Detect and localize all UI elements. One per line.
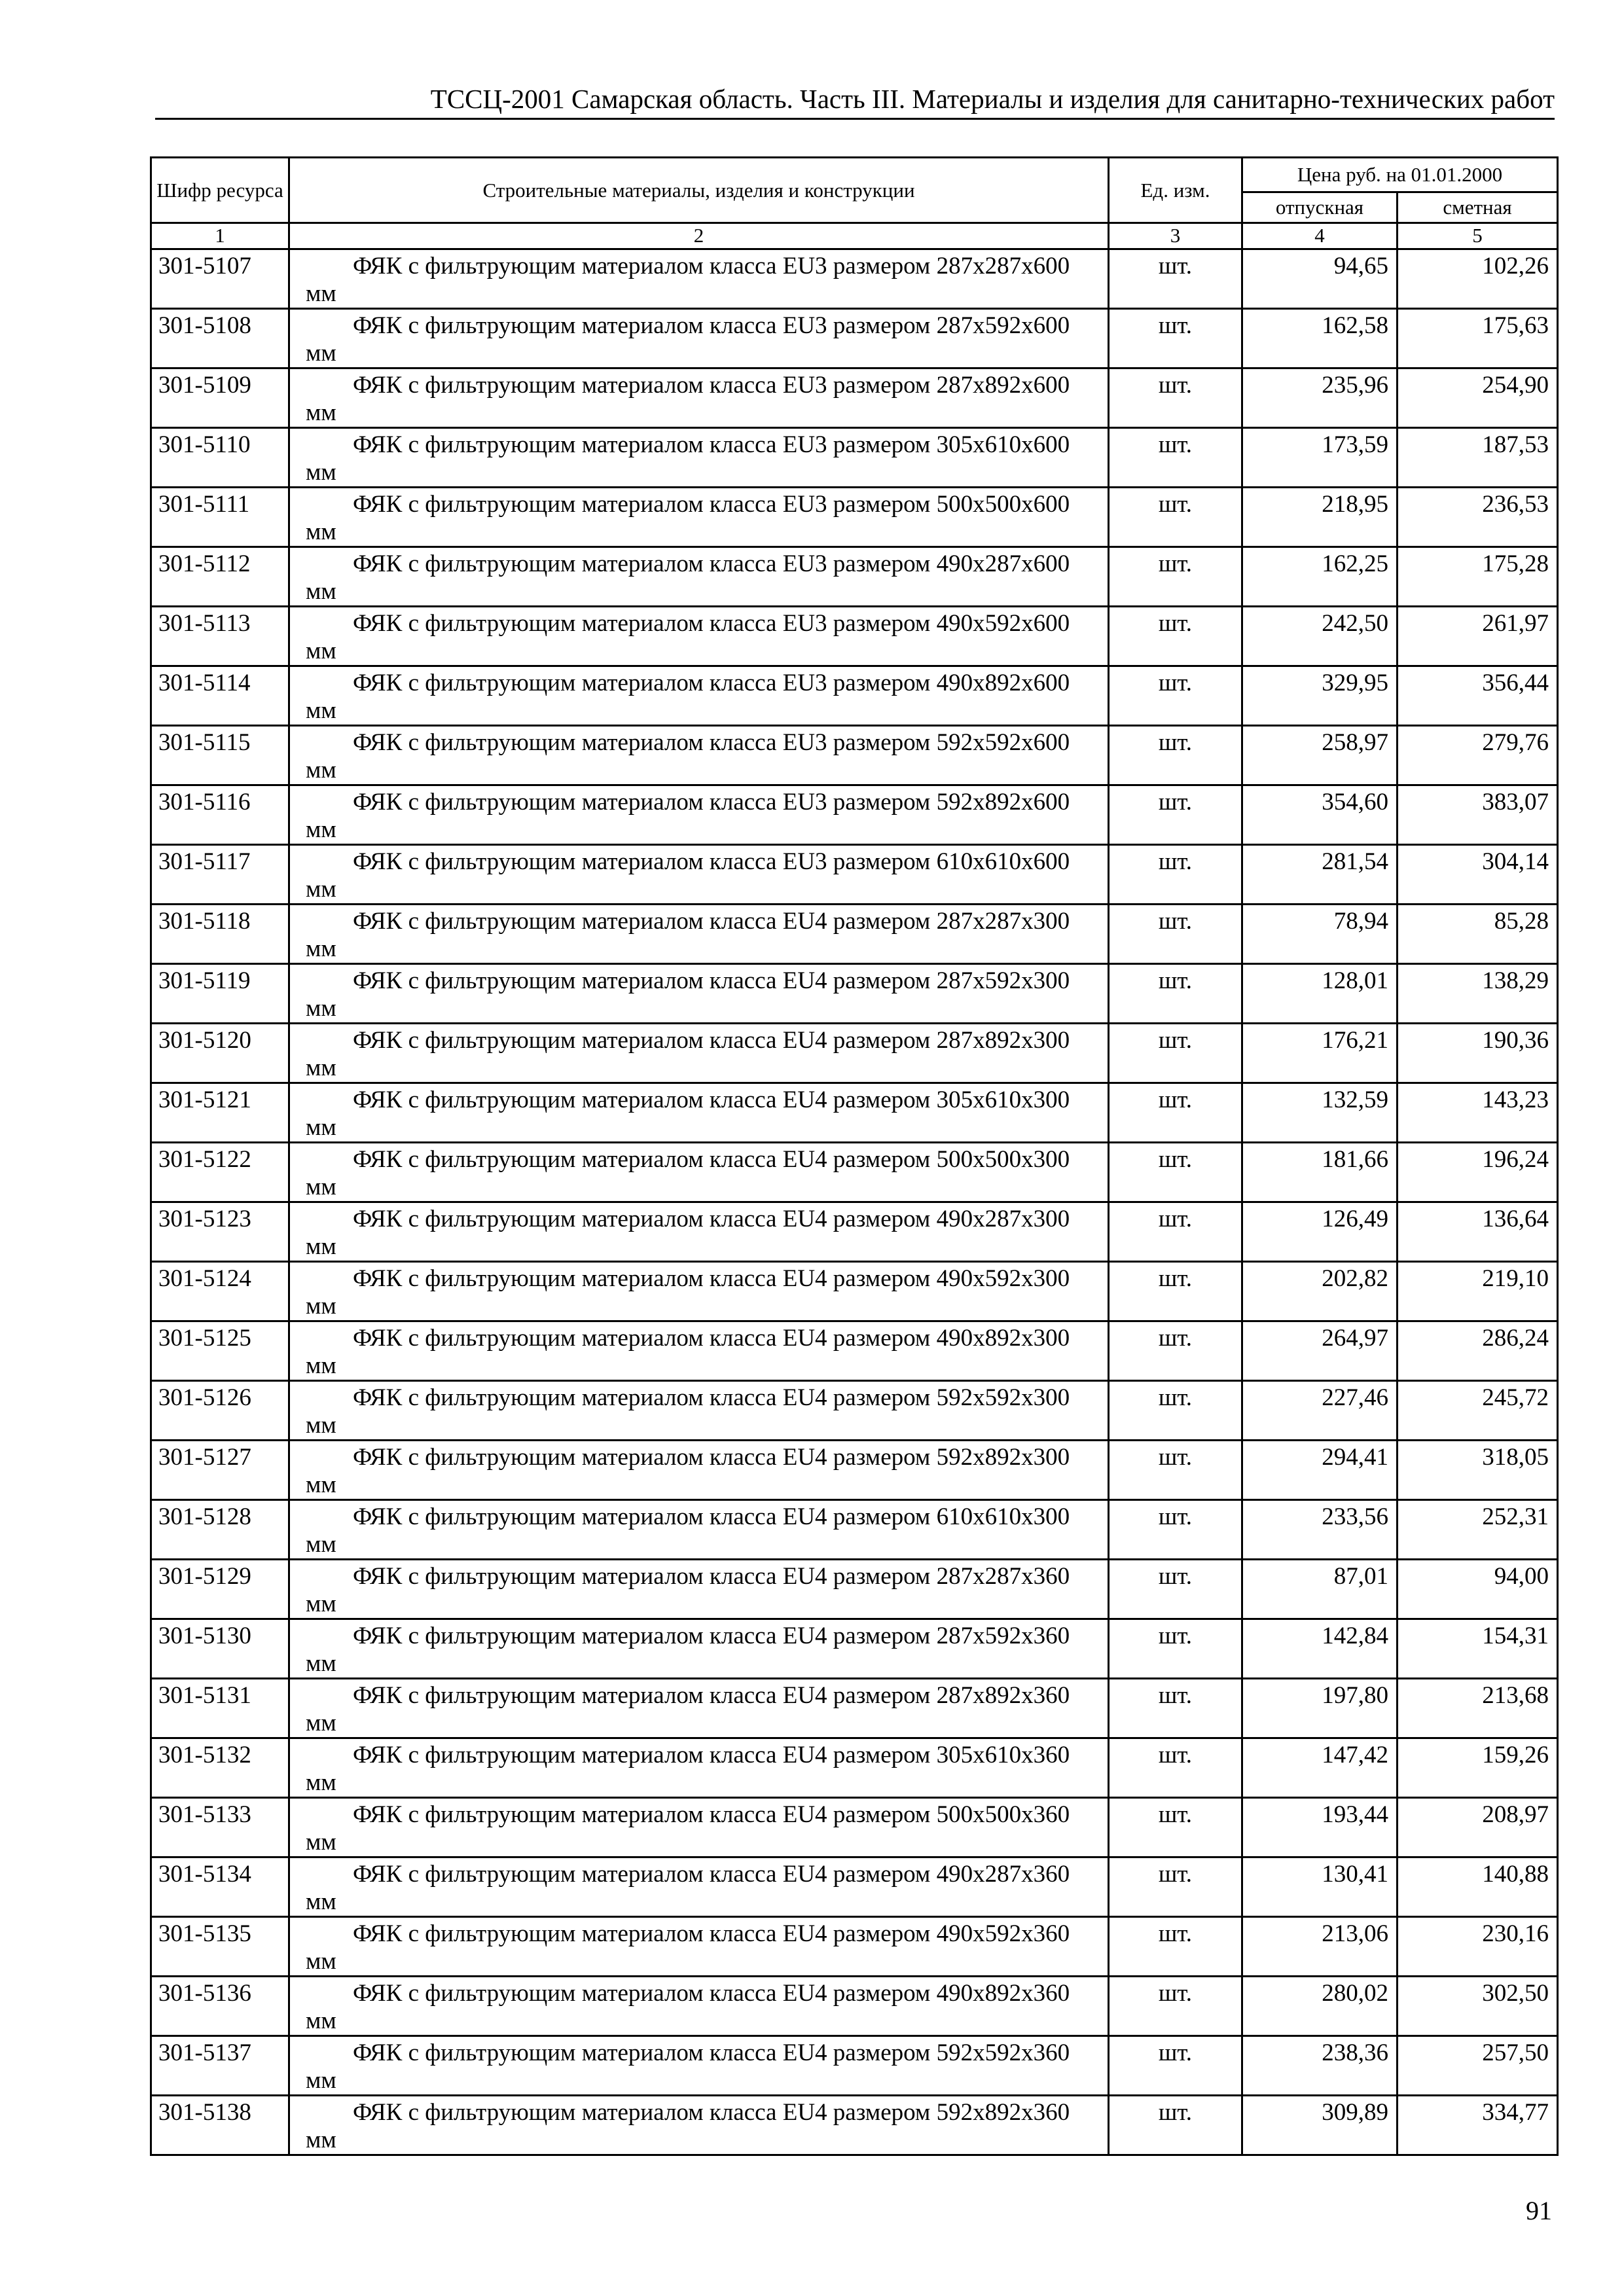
estimate-price-cell: 213,68 xyxy=(1398,1679,1558,1738)
resource-code-cell: 301-5118 xyxy=(151,905,289,964)
resource-code-cell: 301-5122 xyxy=(151,1143,289,1202)
material-name-cell xyxy=(289,607,1109,666)
material-name-text: ФЯК с фильтрующим материалом класса EU4 размером 287x892x300 мм xyxy=(306,1027,1070,1081)
unit-cell: шт. xyxy=(1109,547,1242,607)
resource-code-cell: 301-5137 xyxy=(151,2036,289,2096)
table-row xyxy=(151,368,1558,428)
material-name-cell xyxy=(289,1024,1109,1083)
resource-code-cell: 301-5125 xyxy=(151,1321,289,1381)
column-number: 3 xyxy=(1109,223,1242,249)
table-row xyxy=(151,428,1558,488)
unit-cell: шт. xyxy=(1109,1619,1242,1679)
material-name-cell xyxy=(289,666,1109,726)
estimate-price-cell: 190,36 xyxy=(1398,1024,1558,1083)
unit-cell: шт. xyxy=(1109,1500,1242,1560)
resource-code-cell: 301-5114 xyxy=(151,666,289,726)
unit-cell: шт. xyxy=(1109,726,1242,785)
estimate-price-cell: 143,23 xyxy=(1398,1083,1558,1143)
material-name-cell xyxy=(289,2096,1109,2155)
column-number: 1 xyxy=(151,223,289,249)
material-name-text: ФЯК с фильтрующим материалом класса EU3 размером 592x592x600 мм xyxy=(306,729,1070,783)
material-name-text: ФЯК с фильтрующим материалом класса EU4 размером 490x287x300 мм xyxy=(306,1206,1070,1260)
estimate-price-cell: 356,44 xyxy=(1398,666,1558,726)
material-name-text: ФЯК с фильтрующим материалом класса EU3 размером 287x592x600 мм xyxy=(306,312,1070,367)
material-name-cell xyxy=(289,547,1109,607)
column-header-estimate: сметная xyxy=(1398,192,1558,223)
material-name-cell xyxy=(289,1441,1109,1500)
unit-cell: шт. xyxy=(1109,1560,1242,1619)
resource-code-cell: 301-5131 xyxy=(151,1679,289,1738)
column-header-unit: Ед. изм. xyxy=(1109,158,1242,223)
table-body xyxy=(151,249,1558,2155)
estimate-price-cell: 257,50 xyxy=(1398,2036,1558,2096)
unit-cell: шт. xyxy=(1109,1679,1242,1738)
estimate-price-cell: 252,31 xyxy=(1398,1500,1558,1560)
column-number: 4 xyxy=(1242,223,1398,249)
material-name-text: ФЯК с фильтрующим материалом класса EU4 размером 592x892x300 мм xyxy=(306,1444,1070,1498)
estimate-price-cell: 102,26 xyxy=(1398,249,1558,309)
unit-cell: шт. xyxy=(1109,1381,1242,1441)
estimate-price-cell: 159,26 xyxy=(1398,1738,1558,1798)
material-name-text: ФЯК с фильтрующим материалом класса EU3 размером 490x592x600 мм xyxy=(306,610,1070,664)
material-name-text: ФЯК с фильтрующим материалом класса EU4 размером 305x610x300 мм xyxy=(306,1086,1070,1141)
estimate-price-cell: 208,97 xyxy=(1398,1798,1558,1857)
table-row xyxy=(151,1798,1558,1857)
estimate-price-cell: 334,77 xyxy=(1398,2096,1558,2155)
resource-code-cell: 301-5126 xyxy=(151,1381,289,1441)
unit-cell: шт. xyxy=(1109,1977,1242,2036)
estimate-price-cell: 94,00 xyxy=(1398,1560,1558,1619)
material-name-cell xyxy=(289,964,1109,1024)
estimate-price-cell: 304,14 xyxy=(1398,845,1558,905)
estimate-price-cell: 383,07 xyxy=(1398,785,1558,845)
table-row xyxy=(151,1500,1558,1560)
release-price-cell: 294,41 xyxy=(1242,1441,1398,1500)
resource-code-cell: 301-5135 xyxy=(151,1917,289,1977)
release-price-cell: 128,01 xyxy=(1242,964,1398,1024)
unit-cell: шт. xyxy=(1109,1202,1242,1262)
material-name-cell xyxy=(289,1083,1109,1143)
table-row xyxy=(151,2036,1558,2096)
material-name-cell xyxy=(289,2036,1109,2096)
release-price-cell: 173,59 xyxy=(1242,428,1398,488)
material-name-text: ФЯК с фильтрующим материалом класса EU3 размером 490x287x600 мм xyxy=(306,550,1070,605)
release-price-cell: 235,96 xyxy=(1242,368,1398,428)
unit-cell: шт. xyxy=(1109,1798,1242,1857)
release-price-cell: 142,84 xyxy=(1242,1619,1398,1679)
resource-code-cell: 301-5129 xyxy=(151,1560,289,1619)
release-price-cell: 227,46 xyxy=(1242,1381,1398,1441)
table-row xyxy=(151,905,1558,964)
material-name-cell xyxy=(289,1619,1109,1679)
table-row xyxy=(151,1083,1558,1143)
material-name-cell xyxy=(289,1143,1109,1202)
release-price-cell: 258,97 xyxy=(1242,726,1398,785)
material-name-cell xyxy=(289,1917,1109,1977)
material-name-cell xyxy=(289,1262,1109,1321)
release-price-cell: 176,21 xyxy=(1242,1024,1398,1083)
material-name-cell xyxy=(289,1977,1109,2036)
unit-cell: шт. xyxy=(1109,309,1242,368)
column-header-release: отпускная xyxy=(1242,192,1398,223)
resource-code-cell: 301-5138 xyxy=(151,2096,289,2155)
material-name-cell xyxy=(289,1202,1109,1262)
unit-cell: шт. xyxy=(1109,964,1242,1024)
table-row xyxy=(151,1857,1558,1917)
material-name-cell xyxy=(289,726,1109,785)
table-row xyxy=(151,488,1558,547)
release-price-cell: 126,49 xyxy=(1242,1202,1398,1262)
column-number: 2 xyxy=(289,223,1109,249)
resource-code-cell: 301-5111 xyxy=(151,488,289,547)
column-header-name: Строительные материалы, изделия и конструкции xyxy=(289,158,1109,223)
column-numbers-row xyxy=(151,223,1558,249)
estimate-price-cell: 302,50 xyxy=(1398,1977,1558,2036)
estimate-price-cell: 230,16 xyxy=(1398,1917,1558,1977)
table-row xyxy=(151,1560,1558,1619)
release-price-cell: 94,65 xyxy=(1242,249,1398,309)
table-row xyxy=(151,2096,1558,2155)
table-row xyxy=(151,845,1558,905)
release-price-cell: 233,56 xyxy=(1242,1500,1398,1560)
unit-cell: шт. xyxy=(1109,1262,1242,1321)
price-table xyxy=(150,156,1559,2156)
table-row xyxy=(151,1024,1558,1083)
material-name-cell xyxy=(289,845,1109,905)
resource-code-cell: 301-5136 xyxy=(151,1977,289,2036)
estimate-price-cell: 85,28 xyxy=(1398,905,1558,964)
material-name-text: ФЯК с фильтрующим материалом класса EU4 размером 500x500x300 мм xyxy=(306,1146,1070,1200)
material-name-text: ФЯК с фильтрующим материалом класса EU4 размером 490x592x300 мм xyxy=(306,1265,1070,1319)
material-name-text: ФЯК с фильтрующим материалом класса EU4 размером 490x892x300 мм xyxy=(306,1325,1070,1379)
table-row xyxy=(151,1441,1558,1500)
table-header xyxy=(151,158,1558,249)
release-price-cell: 264,97 xyxy=(1242,1321,1398,1381)
table-row xyxy=(151,1262,1558,1321)
table-row xyxy=(151,1977,1558,2036)
unit-cell: шт. xyxy=(1109,2036,1242,2096)
unit-cell: шт. xyxy=(1109,905,1242,964)
column-number: 5 xyxy=(1398,223,1558,249)
material-name-text: ФЯК с фильтрующим материалом класса EU3 размером 490x892x600 мм xyxy=(306,670,1070,724)
page-header xyxy=(155,84,1555,120)
estimate-price-cell: 136,64 xyxy=(1398,1202,1558,1262)
column-header-code: Шифр ресурса xyxy=(151,158,289,223)
estimate-price-cell: 196,24 xyxy=(1398,1143,1558,1202)
release-price-cell: 238,36 xyxy=(1242,2036,1398,2096)
release-price-cell: 87,01 xyxy=(1242,1560,1398,1619)
unit-cell: шт. xyxy=(1109,368,1242,428)
material-name-cell xyxy=(289,368,1109,428)
material-name-cell xyxy=(289,309,1109,368)
resource-code-cell: 301-5124 xyxy=(151,1262,289,1321)
unit-cell: шт. xyxy=(1109,428,1242,488)
resource-code-cell: 301-5121 xyxy=(151,1083,289,1143)
resource-code-cell: 301-5119 xyxy=(151,964,289,1024)
unit-cell: шт. xyxy=(1109,845,1242,905)
table-row xyxy=(151,309,1558,368)
table-row xyxy=(151,964,1558,1024)
release-price-cell: 218,95 xyxy=(1242,488,1398,547)
material-name-cell xyxy=(289,905,1109,964)
material-name-text: ФЯК с фильтрующим материалом класса EU4 размером 287x892x360 мм xyxy=(306,1682,1070,1736)
unit-cell: шт. xyxy=(1109,1143,1242,1202)
estimate-price-cell: 254,90 xyxy=(1398,368,1558,428)
unit-cell: шт. xyxy=(1109,1024,1242,1083)
unit-cell: шт. xyxy=(1109,666,1242,726)
release-price-cell: 132,59 xyxy=(1242,1083,1398,1143)
estimate-price-cell: 175,28 xyxy=(1398,547,1558,607)
unit-cell: шт. xyxy=(1109,1321,1242,1381)
material-name-text: ФЯК с фильтрующим материалом класса EU3 размером 305x610x600 мм xyxy=(306,431,1070,486)
release-price-cell: 329,95 xyxy=(1242,666,1398,726)
document-title: ТССЦ-2001 Самарская область. Часть III. Материалы и изделия для санитарно-технических работ xyxy=(430,84,1555,114)
unit-cell: шт. xyxy=(1109,249,1242,309)
estimate-price-cell: 261,97 xyxy=(1398,607,1558,666)
table-row xyxy=(151,666,1558,726)
material-name-text: ФЯК с фильтрующим материалом класса EU3 размером 287x287x600 мм xyxy=(306,253,1070,307)
material-name-text: ФЯК с фильтрующим материалом класса EU4 размером 610x610x300 мм xyxy=(306,1503,1070,1558)
unit-cell: шт. xyxy=(1109,1738,1242,1798)
unit-cell: шт. xyxy=(1109,1917,1242,1977)
unit-cell: шт. xyxy=(1109,1441,1242,1500)
resource-code-cell: 301-5130 xyxy=(151,1619,289,1679)
release-price-cell: 197,80 xyxy=(1242,1679,1398,1738)
resource-code-cell: 301-5112 xyxy=(151,547,289,607)
column-header-price-group: Цена руб. на 01.01.2000 xyxy=(1242,158,1558,192)
resource-code-cell: 301-5132 xyxy=(151,1738,289,1798)
resource-code-cell: 301-5113 xyxy=(151,607,289,666)
unit-cell: шт. xyxy=(1109,2096,1242,2155)
release-price-cell: 162,58 xyxy=(1242,309,1398,368)
release-price-cell: 181,66 xyxy=(1242,1143,1398,1202)
material-name-cell xyxy=(289,1381,1109,1441)
resource-code-cell: 301-5127 xyxy=(151,1441,289,1500)
unit-cell: шт. xyxy=(1109,488,1242,547)
release-price-cell: 78,94 xyxy=(1242,905,1398,964)
release-price-cell: 162,25 xyxy=(1242,547,1398,607)
estimate-price-cell: 236,53 xyxy=(1398,488,1558,547)
table-row xyxy=(151,607,1558,666)
material-name-cell xyxy=(289,1500,1109,1560)
material-name-cell xyxy=(289,249,1109,309)
material-name-cell xyxy=(289,1560,1109,1619)
estimate-price-cell: 140,88 xyxy=(1398,1857,1558,1917)
table-row xyxy=(151,1381,1558,1441)
estimate-price-cell: 318,05 xyxy=(1398,1441,1558,1500)
resource-code-cell: 301-5116 xyxy=(151,785,289,845)
material-name-text: ФЯК с фильтрующим материалом класса EU3 размером 500x500x600 мм xyxy=(306,491,1070,545)
estimate-price-cell: 245,72 xyxy=(1398,1381,1558,1441)
material-name-text: ФЯК с фильтрующим материалом класса EU3 размером 592x892x600 мм xyxy=(306,789,1070,843)
material-name-text: ФЯК с фильтрующим материалом класса EU4 размером 490x287x360 мм xyxy=(306,1861,1070,1915)
material-name-cell xyxy=(289,1738,1109,1798)
material-name-text: ФЯК с фильтрующим материалом класса EU4 размером 287x287x300 мм xyxy=(306,908,1070,962)
resource-code-cell: 301-5134 xyxy=(151,1857,289,1917)
resource-code-cell: 301-5117 xyxy=(151,845,289,905)
resource-code-cell: 301-5133 xyxy=(151,1798,289,1857)
release-price-cell: 309,89 xyxy=(1242,2096,1398,2155)
material-name-cell xyxy=(289,1679,1109,1738)
material-name-cell xyxy=(289,428,1109,488)
estimate-price-cell: 279,76 xyxy=(1398,726,1558,785)
table-row xyxy=(151,1202,1558,1262)
estimate-price-cell: 175,63 xyxy=(1398,309,1558,368)
release-price-cell: 354,60 xyxy=(1242,785,1398,845)
material-name-text: ФЯК с фильтрующим материалом класса EU4 размером 592x592x300 мм xyxy=(306,1384,1070,1439)
release-price-cell: 147,42 xyxy=(1242,1738,1398,1798)
release-price-cell: 213,06 xyxy=(1242,1917,1398,1977)
table-row xyxy=(151,726,1558,785)
material-name-text: ФЯК с фильтрующим материалом класса EU4 размером 592x892x360 мм xyxy=(306,2099,1070,2153)
unit-cell: шт. xyxy=(1109,1857,1242,1917)
unit-cell: шт. xyxy=(1109,607,1242,666)
estimate-price-cell: 138,29 xyxy=(1398,964,1558,1024)
page-number: 91 xyxy=(1526,2196,1552,2225)
material-name-text: ФЯК с фильтрующим материалом класса EU4 размером 500x500x360 мм xyxy=(306,1801,1070,1856)
resource-code-cell: 301-5128 xyxy=(151,1500,289,1560)
release-price-cell: 202,82 xyxy=(1242,1262,1398,1321)
release-price-cell: 193,44 xyxy=(1242,1798,1398,1857)
material-name-text: ФЯК с фильтрующим материалом класса EU4 размером 305x610x360 мм xyxy=(306,1742,1070,1796)
material-name-cell xyxy=(289,1798,1109,1857)
material-name-cell xyxy=(289,785,1109,845)
resource-code-cell: 301-5115 xyxy=(151,726,289,785)
material-name-text: ФЯК с фильтрующим материалом класса EU4 размером 592x592x360 мм xyxy=(306,2039,1070,2094)
resource-code-cell: 301-5110 xyxy=(151,428,289,488)
release-price-cell: 280,02 xyxy=(1242,1977,1398,2036)
table-row xyxy=(151,1143,1558,1202)
material-name-text: ФЯК с фильтрующим материалом класса EU3 размером 287x892x600 мм xyxy=(306,372,1070,426)
table-row xyxy=(151,1619,1558,1679)
material-name-text: ФЯК с фильтрующим материалом класса EU3 размером 610x610x600 мм xyxy=(306,848,1070,903)
release-price-cell: 242,50 xyxy=(1242,607,1398,666)
material-name-cell xyxy=(289,1321,1109,1381)
estimate-price-cell: 154,31 xyxy=(1398,1619,1558,1679)
material-name-cell xyxy=(289,488,1109,547)
estimate-price-cell: 219,10 xyxy=(1398,1262,1558,1321)
material-name-cell xyxy=(289,1857,1109,1917)
resource-code-cell: 301-5109 xyxy=(151,368,289,428)
resource-code-cell: 301-5108 xyxy=(151,309,289,368)
table-row xyxy=(151,547,1558,607)
resource-code-cell: 301-5123 xyxy=(151,1202,289,1262)
resource-code-cell: 301-5107 xyxy=(151,249,289,309)
material-name-text: ФЯК с фильтрующим материалом класса EU4 размером 287x592x300 мм xyxy=(306,967,1070,1022)
estimate-price-cell: 187,53 xyxy=(1398,428,1558,488)
material-name-text: ФЯК с фильтрующим материалом класса EU4 размером 490x892x360 мм xyxy=(306,1980,1070,2034)
unit-cell: шт. xyxy=(1109,1083,1242,1143)
table-row xyxy=(151,1738,1558,1798)
table-row xyxy=(151,1917,1558,1977)
material-name-text: ФЯК с фильтрующим материалом класса EU4 размером 287x287x360 мм xyxy=(306,1563,1070,1617)
release-price-cell: 130,41 xyxy=(1242,1857,1398,1917)
estimate-price-cell: 286,24 xyxy=(1398,1321,1558,1381)
release-price-cell: 281,54 xyxy=(1242,845,1398,905)
table-row xyxy=(151,249,1558,309)
material-name-text: ФЯК с фильтрующим материалом класса EU4 размером 287x592x360 мм xyxy=(306,1623,1070,1677)
material-name-text: ФЯК с фильтрующим материалом класса EU4 размером 490x592x360 мм xyxy=(306,1920,1070,1975)
resource-code-cell: 301-5120 xyxy=(151,1024,289,1083)
table-row xyxy=(151,1679,1558,1738)
table-row xyxy=(151,1321,1558,1381)
unit-cell: шт. xyxy=(1109,785,1242,845)
table-row xyxy=(151,785,1558,845)
